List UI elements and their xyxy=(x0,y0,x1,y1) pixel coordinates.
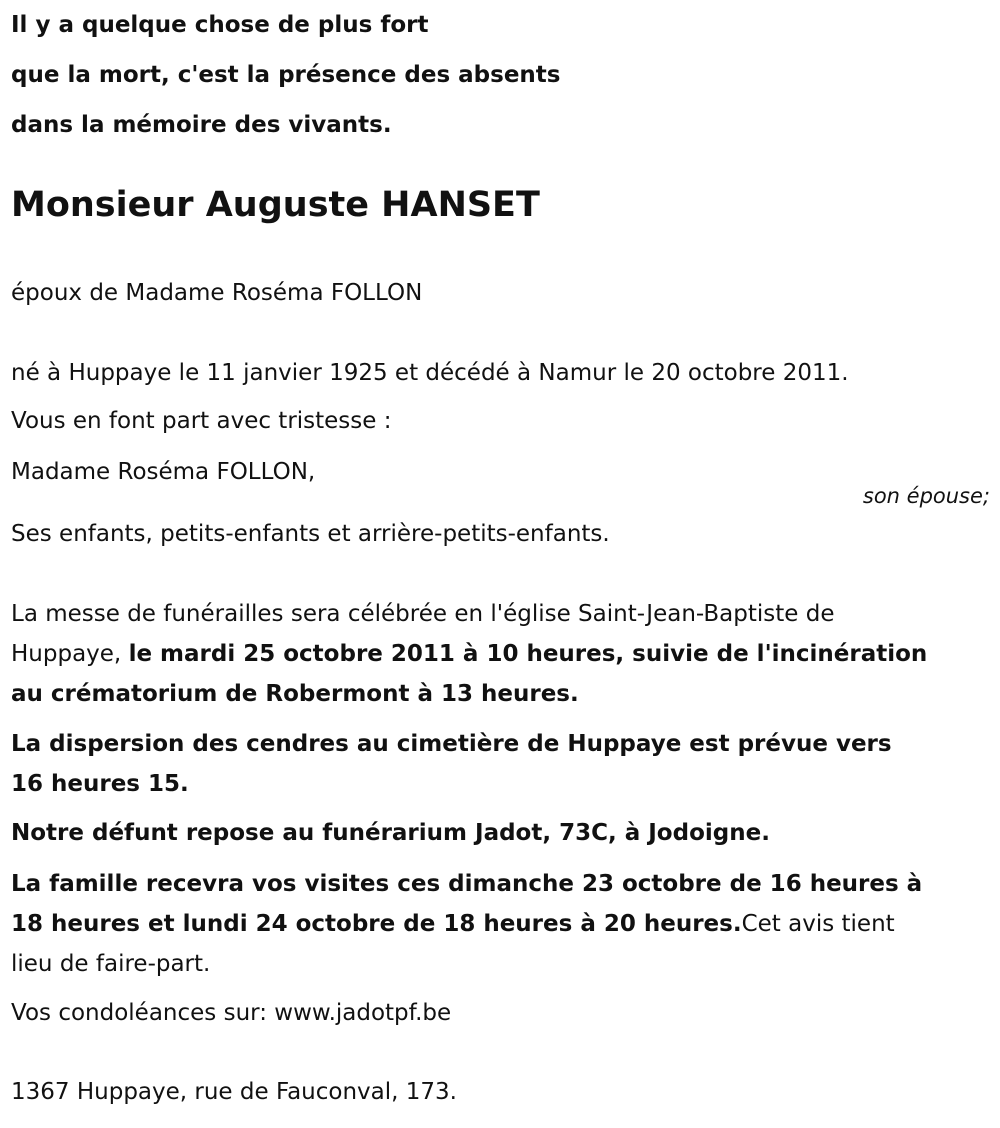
visits-line-3: lieu de faire-part. xyxy=(11,951,211,977)
mass-line-3: au crématorium de Robermont à 13 heures. xyxy=(11,681,579,707)
quote-line-1: Il y a quelque chose de plus fort xyxy=(11,12,429,38)
descendants-line: Ses enfants, petits-enfants et arrière-petits-enfants. xyxy=(11,521,610,547)
family-intro: Vous en font part avec tristesse : xyxy=(11,408,392,434)
dispersion-line-1: La dispersion des cendres au cimetière de Huppaye est prévue vers xyxy=(11,731,892,757)
deceased-name: Monsieur Auguste HANSET xyxy=(11,185,540,225)
address-line: 1367 Huppaye, rue de Fauconval, 173. xyxy=(11,1079,457,1105)
condolences-line: Vos condoléances sur: www.jadotpf.be xyxy=(11,1000,452,1026)
spouse-role: son épouse; xyxy=(862,484,990,508)
mass-line-2-plain: Huppaye, xyxy=(11,641,129,667)
spouse-line: époux de Madame Roséma FOLLON xyxy=(11,280,423,306)
quote-line-2: que la mort, c'est la présence des absents xyxy=(11,62,561,88)
visits-line-2 xyxy=(11,904,895,944)
spouse-name: Madame Roséma FOLLON, xyxy=(11,459,316,485)
mass-line-2 xyxy=(11,634,927,674)
mass-line-1: La messe de funérailles sera célébrée en l'église Saint-Jean-Baptiste de xyxy=(11,601,835,627)
dispersion-line-2: 16 heures 15. xyxy=(11,771,189,797)
visits-line-1: La famille recevra vos visites ces dimanche 23 octobre de 16 heures à xyxy=(11,871,923,897)
rest-line: Notre défunt repose au funérarium Jadot, 73C, à Jodoigne. xyxy=(11,820,770,846)
mass-line-2-bold: le mardi 25 octobre 2011 à 10 heures, suivie de l'incinération xyxy=(128,641,928,667)
quote-line-3: dans la mémoire des vivants. xyxy=(11,112,392,138)
visits-line-2-plain: Cet avis tient xyxy=(741,911,895,937)
birth-death-line: né à Huppaye le 11 janvier 1925 et décédé à Namur le 20 octobre 2011. xyxy=(11,360,849,386)
visits-line-2-bold: 18 heures et lundi 24 octobre de 18 heures à 20 heures. xyxy=(11,911,742,937)
